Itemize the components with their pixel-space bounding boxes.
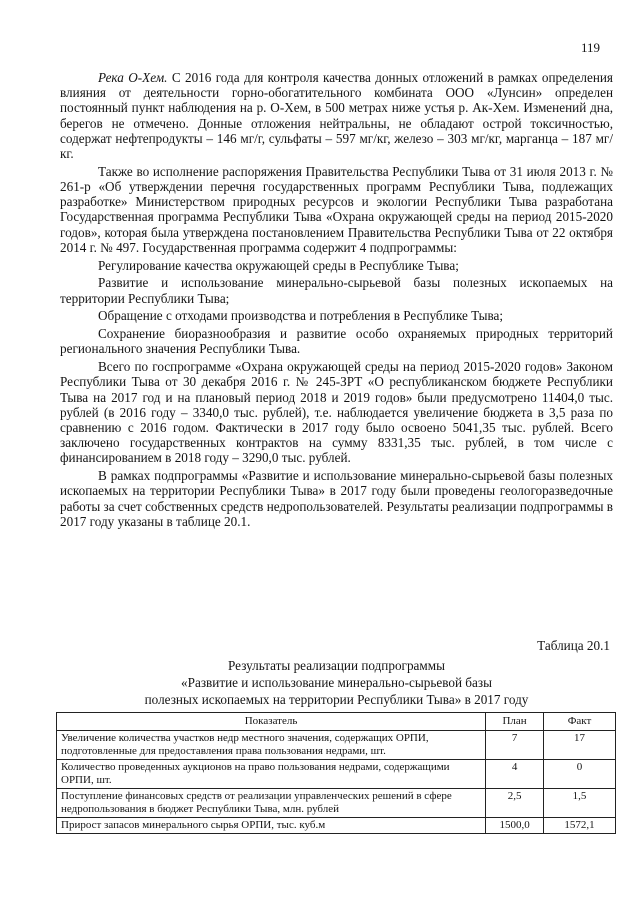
paragraph: Всего по госпрограмме «Охрана окружающей среды на период 2015-2020 годов» Законом Республики Тыва от 30 декабря 2016 г. № 245-ЗРТ «О республиканском бюджете Республики Тыва на 2017 год и на плановый период 2018 и 2019 годов» были предусмотрено 11404,0 тыс. рублей (в 2016 году – 3340,0 тыс. рублей), т.е. наблюдается увеличение бюджета в 3,5 раза по сравнению с 2016 годом. Фактически в 2017 году было освоено 5041,35 тыс. рублей. Всего заключено государственных контрактов на сумму 8331,35 тыс. рублей, в том числе с финансированием в 2018 году – 3290,0 тыс. рублей. (60, 359, 613, 466)
results-table (56, 712, 616, 834)
fact-cell: 1,5 (544, 789, 616, 818)
plan-cell: 2,5 (486, 789, 544, 818)
paragraph-lead: Река О-Хем. (98, 70, 168, 85)
header-indicator: Показатель (57, 713, 486, 731)
paragraph: Регулирование качества окружающей среды в Республике Тыва; (98, 257, 459, 273)
table-caption (60, 657, 613, 708)
paragraph: Также во исполнение распоряжения Правительства Республики Тыва от 31 июля 2013 г. № 261-р «Об утверждении перечня государственных программ Республики Тыва, подлежащих разработке» Министерством природных ресурсов и экологии Республики Тыва разработана Государственная программа Республики Тыва «Охрана окружающей среды на период 2015-2020 годов», которая была утверждена постановлением Правительства Республики Тыва от 22 октября 2014 г. № 497. Государственная программа содержит 4 подпрограммы: (60, 163, 613, 255)
fact-cell: 1572,1 (544, 818, 616, 834)
paragraph (60, 70, 613, 161)
page-number: 119 (580, 40, 600, 55)
fact-cell: 17 (544, 731, 616, 760)
table-label: Таблица 20.1 (537, 638, 610, 653)
header-fact: Факт (544, 713, 616, 731)
plan-cell: 1500,0 (486, 818, 544, 834)
header-plan: План (486, 713, 544, 731)
caption-line: Результаты реализации подпрограммы (228, 658, 445, 673)
table-row (57, 789, 616, 818)
caption-line: «Развитие и использование минерально-сырьевой базы (181, 675, 492, 690)
plan-cell: 4 (486, 760, 544, 789)
paragraph: Сохранение биоразнообразия и развитие особо охраняемых природных территорий регионального значения Республики Тыва. (60, 326, 613, 357)
table-header-row (57, 713, 616, 731)
paragraph: В рамках подпрограммы «Развитие и использование минерально-сырьевой базы полезных ископаемых на территории Республики Тыва» в 2017 году были проведены геологоразведочные работы за счет собственных средств недропользователей. Результаты реализации подпрограммы в 2017 году указаны в таблице 20.1. (60, 468, 613, 529)
table-row (57, 818, 616, 834)
indicator-cell: Поступление финансовых средств от реализации управленческих решений в сфере недропользования в бюджет Республики Тыва, млн. рублей (57, 789, 486, 818)
body-text (60, 70, 613, 529)
indicator-cell: Количество проведенных аукционов на право пользования недрами, содержащими ОРПИ, шт. (57, 760, 486, 789)
caption-line: полезных ископаемых на территории Республики Тыва» в 2017 году (144, 692, 529, 707)
table-row (57, 760, 616, 789)
paragraph: Обращение с отходами производства и потребления в Республике Тыва; (98, 308, 504, 324)
indicator-cell: Прирост запасов минерального сырья ОРПИ, тыс. куб.м (57, 818, 486, 834)
table-row (57, 731, 616, 760)
fact-cell: 0 (544, 760, 616, 789)
plan-cell: 7 (486, 731, 544, 760)
paragraph: Развитие и использование минерально-сырьевой базы полезных ископаемых на территории Республики Тыва; (60, 275, 613, 306)
indicator-cell: Увеличение количества участков недр местного значения, содержащих ОРПИ, подготовленные для предоставления права пользования недрами, шт. (57, 731, 486, 760)
paragraph-text: С 2016 года для контроля качества донных отложений в рамках определения влияния от деятельности горно-обогатительного комбината ООО «Лунсин» определен постоянный пункт наблюдения на р. О-Хем, в 500 метрах ниже устья р. Ак-Хем. Изменений дна, берегов не отмечено. Донные отложения нейтральны, не обладают острой токсичностью, содержат нефтепродукты – 146 мг/г, сульфаты – 597 мг/кг, железо – 303 мг/кг, марганца – 187 мг/кг. (60, 70, 613, 162)
